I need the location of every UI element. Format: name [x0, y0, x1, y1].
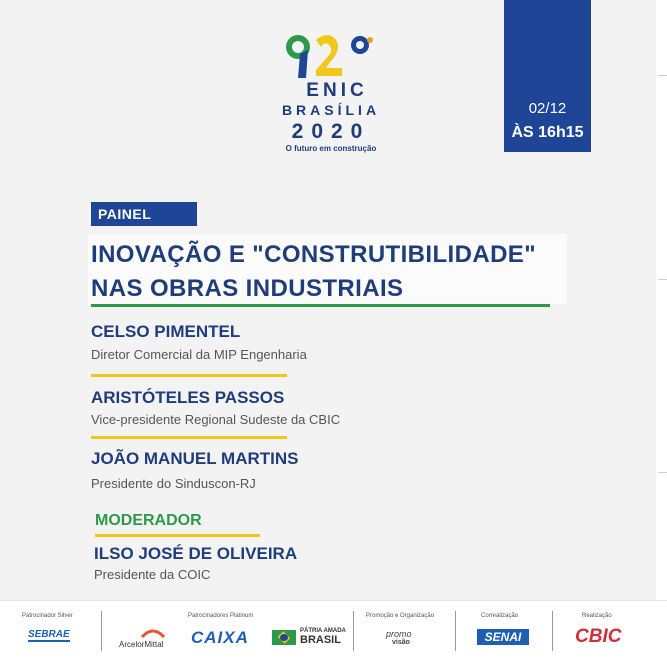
sponsors-bar — [0, 600, 667, 660]
senai-logo: SENAI — [477, 629, 529, 645]
moderator-divider — [95, 534, 260, 537]
logo-city: BRASÍLIA — [281, 102, 381, 118]
speaker-role: Presidente do Sinduscon-RJ — [91, 476, 256, 491]
speaker-role: Diretor Comercial da MIP Engenharia — [91, 347, 307, 362]
sponsor-separator — [101, 611, 102, 651]
speaker-role: Vice-presidente Regional Sudeste da CBIC — [91, 412, 341, 427]
sponsor-separator — [353, 611, 354, 651]
caixa-logo: CAIXA — [191, 628, 249, 647]
promo-caption: Promoção e Organização — [366, 613, 435, 619]
speaker-name: ARISTÓTELES PASSOS — [91, 388, 285, 407]
logo-year: 2020 — [291, 120, 371, 143]
event-time: ÀS 16h15 — [511, 124, 584, 141]
promo-logo: promo — [386, 629, 412, 639]
title-divider — [91, 304, 550, 307]
logo-enic: ENIC — [306, 80, 368, 101]
enic-logo — [276, 30, 386, 156]
brasil-flag-icon — [272, 630, 296, 645]
sponsor-separator — [455, 611, 456, 651]
arcelormittal-logo: ArcelorMittal — [119, 640, 164, 649]
correalizacao-caption: Correalização — [481, 613, 519, 619]
enic-92-logo-mark — [276, 30, 386, 80]
sponsor-separator — [552, 611, 553, 651]
panel-title-line-1: INOVAÇÃO E "CONSTRUTIBILIDADE" — [91, 241, 536, 268]
speaker-divider — [91, 436, 287, 439]
arcelor-swoosh-icon — [140, 625, 166, 639]
edge-tick — [658, 279, 667, 280]
silver-caption: Patrocinador Silver — [22, 613, 73, 619]
moderator-label: MODERADOR — [95, 512, 202, 529]
edge-tick — [658, 75, 667, 76]
speaker-name: JOÃO MANUEL MARTINS — [91, 449, 299, 468]
realizacao-caption: Realização — [582, 613, 612, 619]
brasil-tagline: PÁTRIA AMADA — [300, 628, 346, 634]
speaker-name: CELSO PIMENTEL — [91, 322, 241, 341]
moderator-name: ILSO JOSÉ DE OLIVEIRA — [94, 544, 298, 563]
cbic-logo: CBIC — [575, 626, 622, 647]
panel-tag: PAINEL — [91, 202, 197, 226]
visao-logo: visão — [392, 639, 410, 646]
right-edge-strip — [656, 0, 667, 600]
panel-title-line-2: NAS OBRAS INDUSTRIAIS — [91, 275, 404, 302]
date-box — [504, 0, 591, 152]
platinum-caption: Patrocinadores Platinum — [188, 613, 254, 619]
event-date: 02/12 — [528, 100, 567, 117]
logo-tagline: O futuro em construção — [285, 144, 377, 153]
speaker-divider — [91, 374, 287, 377]
brasil-logo: BRASIL — [300, 634, 341, 646]
moderator-role: Presidente da COIC — [94, 567, 211, 582]
sebrae-logo: SEBRAE — [28, 629, 70, 640]
edge-tick — [658, 472, 667, 473]
